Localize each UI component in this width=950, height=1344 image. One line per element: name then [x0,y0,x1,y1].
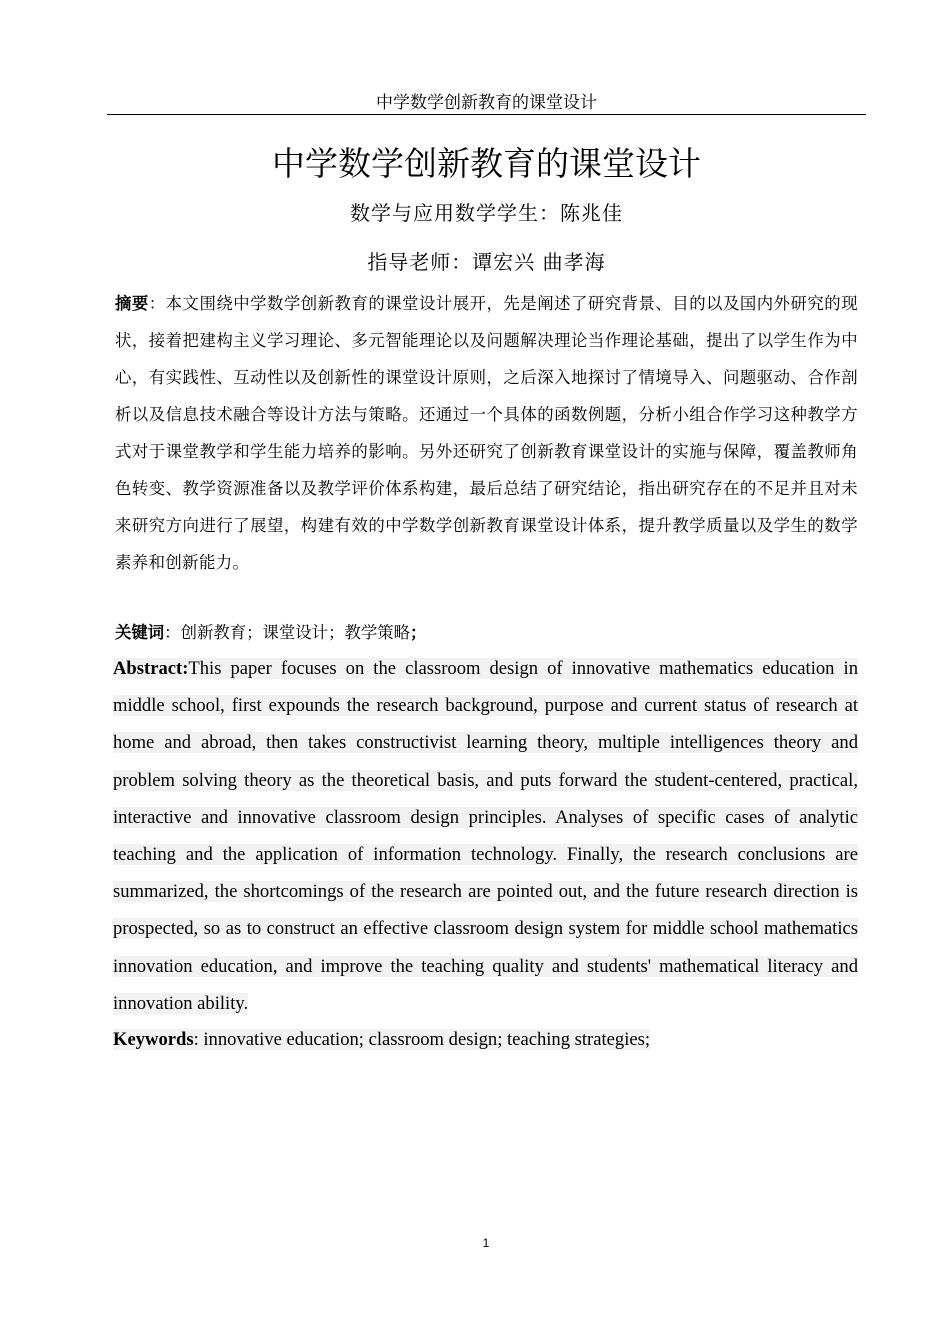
page-number: 1 [482,1236,490,1250]
chinese-keywords-text: 创新教育；课堂设计；教学策略 [180,623,411,642]
chinese-abstract-separator: ： [148,294,166,313]
document-title: 中学数学创新教育的课堂设计 [272,144,701,183]
running-header-text: 中学数学创新教育的课堂设计 [376,93,597,113]
english-abstract-label: Abstract: [113,658,189,679]
chinese-keywords-separator: ： [164,623,181,642]
chinese-keywords-label: 关键词 [115,623,165,642]
chinese-keywords [115,618,858,648]
running-header [107,92,866,115]
author-line: 数学与应用数学学生：陈兆佳 [350,201,623,225]
chinese-abstract-text: 本文围绕中学数学创新教育的课堂设计展开，先是阐述了研究背景、目的以及国内外研究的现状，接着把建构主义学习理论、多元智能理论以及问题解决理论当作理论基础，提出了以学生作为中心，有实践性、互动性以及创新性的课堂设计原则，之后深入地探讨了情境导入、问题驱动、合作剖析以及信息技术融合等设计方法与策略。还通过一个具体的函数例题，分析小组合作学习这种教学方式对于课堂教学和学生能力培养的影响。另外还研究了创新教育课堂设计的实施与保障，覆盖教师角色转变、教学资源准备以及教学评价体系构建，最后总结了研究结论，指出研究存在的不足并且对未来研究方向进行了展望，构建有效的中学数学创新教育课堂设计体系，提升教学质量以及学生的数学素养和创新能力。 [115,294,858,572]
english-keywords-label: Keywords [113,1029,194,1050]
advisor-line: 指导老师：谭宏兴 曲孝海 [367,250,606,274]
chinese-abstract [115,285,858,581]
english-abstract-text: This paper focuses on the classroom design of innovative mathematics education in middle school, first expounds the research background, purpose and current status of research at home and abroad, then takes constructivist learning theory, multiple intelligences theory and problem solving theory as the theoretical basis, and puts forward the student-centered, practical, interactive and innovative classroom design principles. Analyses of specific cases of analytic teaching and the application of information technology. Finally, the research conclusions are summarized, the shortcomings of the research are pointed out, and the future research direction is prospected, so as to construct an effective classroom design system for middle school mathematics innovation education, and improve the teaching quality and students' mathematical literacy and innovation ability. [113,658,858,1014]
english-keywords [113,1025,858,1055]
chinese-abstract-label: 摘要 [115,294,149,313]
chinese-keywords-trailing: ； [410,623,427,642]
english-abstract [113,650,858,1022]
english-keywords-text: : innovative education; classroom design; teaching strategies; [193,1029,651,1050]
